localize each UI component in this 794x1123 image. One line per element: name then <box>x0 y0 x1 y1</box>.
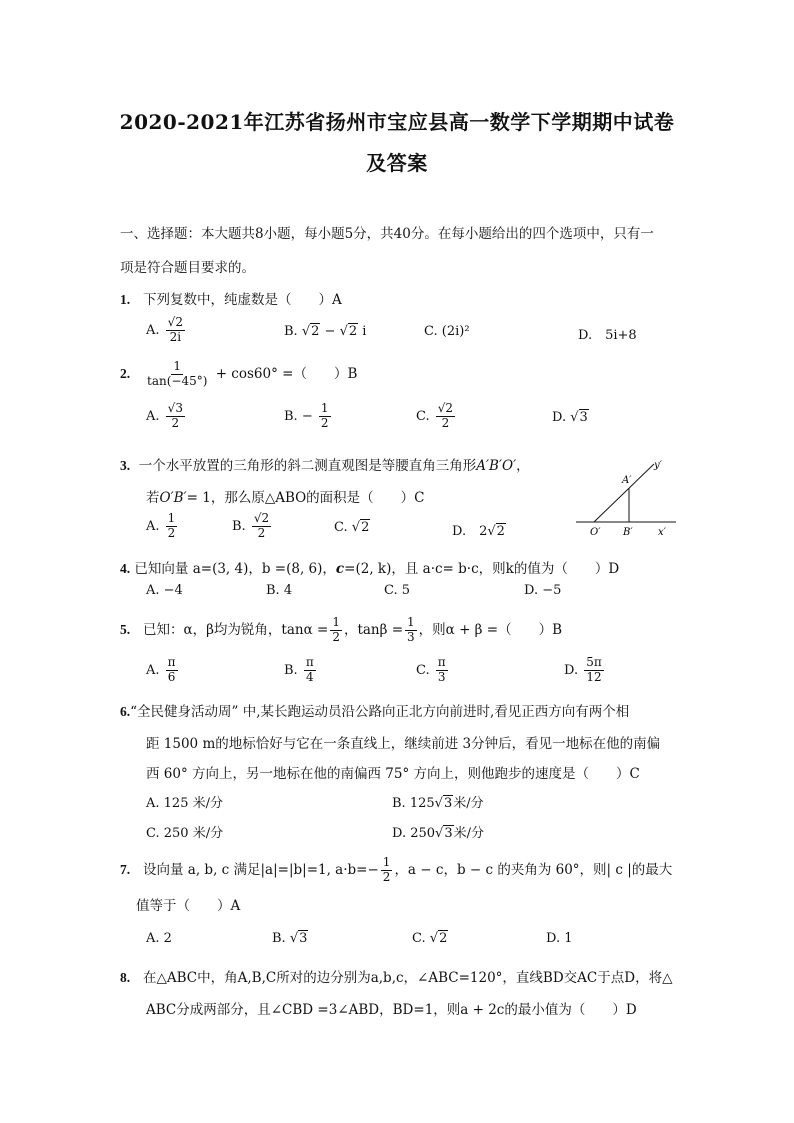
vector-c: c <box>335 561 345 577</box>
radicand: 2 <box>348 324 358 339</box>
fraction: $\frac{√2}{2i}$ <box>167 315 183 344</box>
question-stem: 下列复数中，纯虚数是（ ）A <box>143 292 342 308</box>
option-label: B. <box>284 324 298 339</box>
question-stem: 在△ABC中，角A,B,C所对的边分别为a,b,c，∠ABC=120°，直线BD交AC于点D，将△ <box>143 970 673 986</box>
option-d: D. 250√3米/分 <box>392 826 485 841</box>
section-intro: 一、选择题：本大题共8小题，每小题5分，共40分。在每小题给出的四个选项中，只有一 <box>120 226 654 242</box>
imaginary-unit: i <box>358 324 367 339</box>
denominator: 4 <box>305 669 314 684</box>
option-b <box>232 512 273 541</box>
fraction: $\frac{√3}{2}$ <box>167 401 183 430</box>
fraction <box>304 656 316 685</box>
triangle-name: A′B′O′ <box>476 458 517 474</box>
option-label: C. <box>416 408 430 424</box>
denominator: 2 <box>167 525 176 540</box>
fraction <box>436 656 448 685</box>
numerator: π <box>167 655 176 669</box>
option-d <box>564 656 606 685</box>
option-c <box>416 656 450 685</box>
numerator: π <box>437 655 446 669</box>
question-number: 2. <box>120 365 131 381</box>
operator: − <box>320 324 340 339</box>
label-b: B′ <box>623 527 633 538</box>
radicand: 2 <box>361 520 370 535</box>
question-stem: ，tanβ = <box>343 621 404 638</box>
numerator: 1 <box>167 511 176 525</box>
question-stem: 已知：α，β均为锐角，tanα = <box>143 621 329 638</box>
option-label: B. <box>272 931 286 946</box>
question-stem: ，a − c，b − c 的夹角为 60°，则| c |的最大 <box>394 861 673 878</box>
option-d: D. 5i+8 <box>578 328 637 343</box>
question-number: 8. <box>120 970 131 985</box>
denominator: 12 <box>586 669 602 684</box>
option-label: A. <box>146 408 160 424</box>
option-label: A. <box>146 662 160 678</box>
option-c: C. √2 <box>334 520 370 535</box>
option-label: D. <box>552 410 567 425</box>
fraction <box>330 616 342 645</box>
question-3 <box>120 454 530 474</box>
question-stem: ，则α + β =（ ）B <box>418 621 563 638</box>
denominator: 2 <box>441 415 450 430</box>
question-8-line2: ABC分成两部分，且∠CBD =3∠ABD，BD=1，则a + 2c的最小值为（ ）D <box>146 1002 637 1018</box>
option-label: B. <box>284 662 298 678</box>
question-stem: + cos60° =（ ）B <box>215 365 358 382</box>
numerator: π <box>305 655 314 669</box>
oblique-projection-figure <box>572 456 682 540</box>
option-label: C. <box>416 662 430 678</box>
option-a <box>146 402 187 431</box>
denominator: 2 <box>320 415 329 430</box>
option-b: B. √3 <box>272 931 308 946</box>
denominator: 3 <box>437 669 446 684</box>
option-d: D. 1 <box>546 931 573 946</box>
radicand: 3 <box>299 931 308 946</box>
label-y: y′ <box>654 460 662 471</box>
fraction <box>319 402 331 431</box>
fraction <box>405 616 417 645</box>
numerator: 3 <box>175 401 183 415</box>
unit: 米/分 <box>453 826 485 841</box>
radicand: 2 <box>439 931 448 946</box>
numerator: 1 <box>382 855 391 869</box>
option-c: C. (2i)² <box>424 324 470 339</box>
fraction <box>381 856 393 885</box>
label-o: O′ <box>590 527 601 538</box>
radicand: 3 <box>443 796 453 811</box>
option-c: C. 250 米/分 <box>146 826 224 841</box>
question-6-line2: 距 1500 m的地标恰好与它在一条直线上，继续前进 3分钟后，看见一地标在他的南偏 <box>146 736 661 752</box>
section-intro-cont: 项是符合题目要求的。 <box>120 260 255 276</box>
denominator: 2 <box>332 629 340 644</box>
punctuation: ， <box>516 458 530 474</box>
option-c <box>416 402 457 431</box>
option-value: B. 125 <box>392 796 435 811</box>
numerator: 2 <box>175 315 183 329</box>
radicand: 3 <box>444 826 453 841</box>
option-label: A. <box>146 322 160 338</box>
question-2 <box>120 360 357 389</box>
unit: 米/分 <box>453 796 484 811</box>
question-7-line2: 值等于（ ）A <box>136 898 241 914</box>
denominator: 2 <box>257 525 266 540</box>
question-6 <box>120 700 629 720</box>
option-a <box>146 656 180 685</box>
option-b: B. √2 − √2 i <box>284 324 367 339</box>
question-stem: =(2, k)，且 a·c= b·c，则k的值为（ ）D <box>344 561 620 577</box>
option-label: D. 2 <box>452 524 488 539</box>
question-6-line3: 西 60° 方向上，另一地标在他的南偏西 75° 方向上，则他跑步的速度是（ ）C <box>146 766 640 782</box>
option-a <box>146 512 179 541</box>
question-number: 6. <box>120 704 131 719</box>
question-stem: = 1，那么原△ABO的面积是（ ）C <box>186 490 425 506</box>
question-7 <box>120 856 672 885</box>
question-stem: 一个水平放置的三角形的斜二测直观图是等腰直角三角形 <box>138 458 477 474</box>
option-c: C. 5 <box>384 583 411 598</box>
option-b <box>284 656 318 685</box>
denominator: tan(−45°) <box>147 373 208 388</box>
option-a: A. 125 米/分 <box>146 796 223 811</box>
y-axis-line <box>594 464 654 522</box>
question-3-cont <box>146 486 425 506</box>
question-stem: 若 <box>146 490 160 506</box>
question-number: 1. <box>120 292 131 307</box>
question-5 <box>120 616 562 645</box>
fraction: $\frac{√2}{2}$ <box>437 401 454 430</box>
fraction <box>166 656 178 685</box>
option-b <box>284 402 333 431</box>
option-a: A. 2 <box>146 931 172 946</box>
option-d: D. −5 <box>524 583 562 598</box>
option-label: A. <box>146 518 160 534</box>
question-number: 5. <box>120 621 131 637</box>
question-1 <box>120 288 342 308</box>
question-stem: “全民健身活动周” 中,某长跑运动员沿公路向正北方向前进时,看见正西方向有两个相 <box>130 704 630 720</box>
denominator: 2i <box>169 329 182 344</box>
radicand: 2 <box>496 524 505 539</box>
denominator: 6 <box>167 669 176 684</box>
question-stem: 已知向量 a=(3, 4)，b =(8, 6)， <box>134 561 336 577</box>
denominator: 2 <box>171 415 180 430</box>
question-number: 3. <box>120 458 131 473</box>
numerator: 1 <box>173 359 182 373</box>
option-d: D. 2√2 <box>452 524 505 539</box>
numerator: 1 <box>407 615 415 629</box>
numerator: 5π <box>586 655 602 669</box>
fraction: $\frac{√2}{2}$ <box>253 511 270 540</box>
option-label: C. <box>412 931 426 946</box>
option-value: D. 250 <box>392 826 436 841</box>
denominator: 3 <box>407 629 415 644</box>
question-number: 4. <box>120 561 131 576</box>
option-a <box>146 316 187 345</box>
option-d: D. √3 <box>552 410 588 425</box>
denominator: 2 <box>382 869 391 884</box>
page-title-line2: 及答案 <box>366 151 428 175</box>
option-label: C. <box>334 520 348 535</box>
numerator: 2 <box>261 511 270 525</box>
numerator: 2 <box>445 401 454 415</box>
segment-name: O′B′ <box>159 490 187 506</box>
option-label: B. − <box>284 408 313 424</box>
question-8 <box>120 966 672 986</box>
numerator: 1 <box>320 401 329 415</box>
option-b: B. 4 <box>266 583 293 598</box>
question-number: 7. <box>120 861 131 877</box>
numerator: 1 <box>332 615 340 629</box>
radicand: 2 <box>311 324 320 339</box>
option-c: C. √2 <box>412 931 448 946</box>
question-stem: 设向量 a, b, c 满足|a|=|b|=1, a·b=− <box>143 861 379 878</box>
option-label: B. <box>232 518 246 534</box>
option-a: A. −4 <box>146 583 183 598</box>
page-title: 2020-2021年江苏省扬州市宝应县高一数学下学期期中试卷 <box>119 110 675 134</box>
option-b: B. 125√3米/分 <box>392 796 484 811</box>
option-label: D. <box>564 662 579 678</box>
question-4 <box>120 557 619 577</box>
label-x: x′ <box>658 527 666 538</box>
radicand: 3 <box>579 410 588 425</box>
fraction <box>145 360 209 389</box>
label-a: A′ <box>622 475 632 486</box>
fraction <box>584 656 604 685</box>
fraction <box>166 512 178 541</box>
